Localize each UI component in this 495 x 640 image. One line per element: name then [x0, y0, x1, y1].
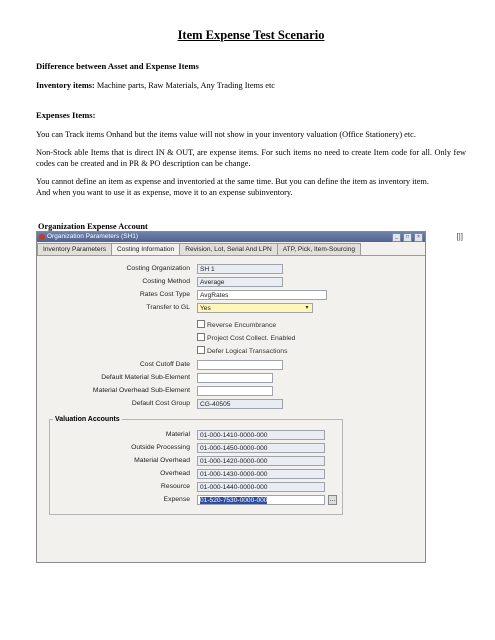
figure-label: Organization Expense Account	[38, 222, 148, 231]
tab-bar	[37, 243, 425, 256]
rates-cost-type-label: Rates Cost Type	[139, 291, 190, 298]
paragraph-track-items: You can Track items Onhand but the items value will not show in your inventory valuation (Office Stationery) etc.	[36, 129, 416, 139]
resource-account-label: Resource	[160, 483, 190, 490]
material-overhead-sub-element-field[interactable]	[197, 386, 273, 396]
costing-organization-field[interactable]: SH 1	[197, 264, 283, 274]
checkbox-box[interactable]	[197, 346, 205, 354]
material-overhead-sub-element-label: Material Overhead Sub-Element	[92, 387, 190, 394]
defer-logical-transactions-label: Defer Logical Transactions	[207, 348, 288, 355]
default-material-sub-element-label: Default Material Sub-Element	[101, 374, 190, 381]
document-title: Item Expense Test Scenario	[177, 28, 325, 42]
close-icon[interactable]: ×	[414, 233, 423, 242]
tab-revision-lot-serial[interactable]: Revision, Lot, Serial And LPN	[179, 243, 278, 255]
overhead-account-field[interactable]: 01-000-1430-0000-000	[197, 469, 325, 479]
expense-account-field[interactable]	[197, 495, 325, 505]
project-cost-collect-checkbox[interactable]	[197, 333, 295, 342]
outside-processing-account-label: Outside Processing	[131, 444, 190, 451]
heading-expense-items: Expenses Items:	[36, 109, 96, 120]
valuation-accounts-title: Valuation Accounts	[55, 416, 120, 423]
tab-inventory-parameters[interactable]: Inventory Parameters	[37, 243, 112, 255]
default-cost-group-field[interactable]: CG-40505	[197, 399, 283, 409]
checkbox-box[interactable]	[197, 320, 205, 328]
heading-difference: Difference between Asset and Expense Items	[36, 61, 199, 71]
organization-parameters-window	[36, 231, 463, 563]
paragraph-non-stock: Non-Stock able Items that is direct IN & OUT, are expense items. For such items no need to create Item code for all. Only few codes can be created and in PR & PO description can be change.	[36, 148, 466, 168]
inventory-items-label: Inventory items:	[36, 81, 95, 90]
inventory-items-text: Machine parts, Raw Materials, Any Trading Items etc	[94, 81, 275, 90]
reverse-encumbrance-checkbox[interactable]	[197, 320, 276, 329]
material-overhead-account-label: Material Overhead	[134, 457, 190, 464]
oracle-icon	[39, 234, 45, 240]
paragraph-cannot-define: You cannot define an item as expense and inventoried at the same time. But you can define the item as inventory item.	[36, 177, 429, 186]
tab-atp-pick-sourcing[interactable]: ATP, Pick, Item-Sourcing	[277, 243, 361, 255]
inventory-items-line	[36, 81, 466, 92]
cost-cutoff-date-field[interactable]	[197, 360, 283, 370]
material-account-field[interactable]: 01-000-1410-0000-000	[197, 430, 325, 440]
resource-account-field[interactable]: 01-000-1440-0000-000	[197, 482, 325, 492]
side-indicator: [|]	[456, 232, 463, 241]
defer-logical-transactions-checkbox[interactable]	[197, 346, 287, 355]
reverse-encumbrance-label: Reverse Encumbrance	[207, 322, 277, 329]
checkbox-box[interactable]	[197, 333, 205, 341]
window-titlebar	[37, 232, 425, 242]
overhead-account-label: Overhead	[160, 470, 190, 477]
paragraph-move-expense: And when you want to use it as expense, move it to an expense subinventory.	[36, 187, 293, 197]
costing-organization-label: Costing Organization	[126, 265, 190, 272]
default-material-sub-element-field[interactable]	[197, 373, 273, 383]
transfer-to-gl-label: Transfer to GL	[146, 304, 190, 311]
chevron-down-icon[interactable]: ▾	[305, 305, 309, 311]
expense-account-label: Expense	[163, 496, 190, 503]
project-cost-collect-label: Project Cost Collect. Enabled	[207, 335, 296, 342]
transfer-to-gl-select[interactable]	[197, 303, 313, 313]
costing-method-label: Costing Method	[142, 278, 190, 285]
rates-cost-type-field[interactable]: AvgRates	[197, 290, 327, 300]
costing-method-field[interactable]: Average	[197, 277, 283, 287]
expense-account-value: 01-520-7530-0000-000	[200, 497, 268, 504]
maximize-icon[interactable]: □	[403, 233, 412, 242]
material-overhead-account-field[interactable]: 01-000-1420-0000-000	[197, 456, 325, 466]
tab-costing-information[interactable]: Costing Information	[111, 243, 180, 255]
cost-cutoff-date-label: Cost Cutoff Date	[139, 361, 190, 368]
default-cost-group-label: Default Cost Group	[131, 400, 190, 407]
transfer-to-gl-value: Yes	[200, 305, 211, 312]
outside-processing-account-field[interactable]: 01-000-1450-0000-000	[197, 443, 325, 453]
minimize-icon[interactable]: _	[392, 233, 401, 242]
lov-button-icon[interactable]: …	[329, 497, 336, 503]
document-body	[36, 28, 466, 206]
window-title: Organization Parameters (SH1)	[47, 233, 139, 240]
material-account-label: Material	[165, 431, 190, 438]
